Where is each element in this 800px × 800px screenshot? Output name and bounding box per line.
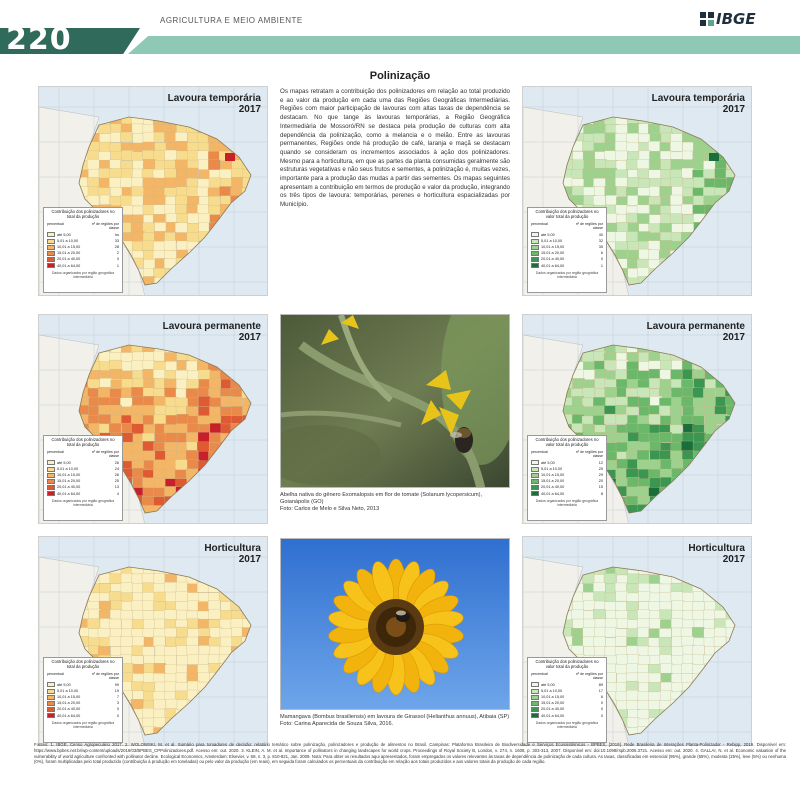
map-title-year: 2017 [238,332,261,343]
legend-class-count: 25 [598,466,603,471]
legend-swatch [531,473,539,478]
legend-class-label: 20,01 a 40,00 [57,485,81,490]
legend-row [531,232,603,238]
legend-class-label: 20,01 a 40,00 [541,707,565,712]
legend-swatch [531,695,539,700]
legend-row [47,232,119,238]
legend-col-percent: percentual [531,449,548,454]
photo-1-credit: Foto: Carlos de Melo e Silva Neto, 2013 [280,506,380,512]
legend-swatch [47,682,55,687]
legend-class-count: 7 [116,694,119,699]
legend-class-label: 10,01 a 15,00 [57,694,81,699]
legend-row [531,478,603,484]
section-label: AGRICULTURA E MEIO AMBIENTE [160,16,303,25]
legend-class-label: 5,01 a 10,00 [541,466,563,471]
legend-swatch [531,479,539,484]
legend-class-count: 0 [116,707,119,712]
legend-class-count: 28 [114,244,119,249]
legend-swatch [531,251,539,256]
legend-swatch [531,467,539,472]
legend-col-count: nº de regiões por classe [91,671,119,681]
legend-note: Dados organizados por região geográfica intermediária [535,498,599,507]
legend-title: Contribuição dos polinizadores no total da produção [51,209,115,219]
legend-col-count: nº de regiões por classe [575,221,603,231]
legend-col-percent: percentual [47,671,64,676]
legend-row [531,682,603,688]
legend-col-percent: percentual [47,221,64,226]
legend-header [47,672,119,681]
legend-row [531,244,603,250]
map-title [652,93,745,115]
legend-class-count: 1 [600,263,603,268]
legend-class-count: 0 [600,707,603,712]
legend-class-count: 24 [114,466,119,471]
legend-swatch [47,479,55,484]
legend-col-count: nº de regiões por classe [91,221,119,231]
legend-class-label: 15,01 a 20,00 [57,479,81,484]
legend-swatch [531,257,539,262]
legend-row [47,263,119,269]
legend-row [47,707,119,713]
legend-row [47,244,119,250]
legend-class-label: até 5,00 [541,460,555,465]
legend-class-label: 40,01 a 64,00 [57,713,81,718]
legend-class-count: 8 [600,491,603,496]
legend-swatch [47,263,55,268]
photo-2-caption [280,714,510,728]
legend-swatch [47,485,55,490]
legend-swatch [531,460,539,465]
legend-swatch [531,263,539,268]
photo-bee-tomato-flower [280,314,510,488]
legend-class-count: 26 [114,460,119,465]
map-legend [43,207,123,293]
legend-header [531,672,603,681]
legend-swatch [47,707,55,712]
legend-class-label: 10,01 a 15,00 [541,472,565,477]
legend-row [47,700,119,706]
legend-row [47,472,119,478]
legend-class-label: 40,01 a 64,00 [541,491,565,496]
map-title [168,93,261,115]
legend-class-label: 5,01 a 10,00 [541,688,563,693]
legend-swatch [531,485,539,490]
legend-class-count: 99 [114,682,119,687]
legend-class-label: 15,01 a 20,00 [541,479,565,484]
legend-row [531,250,603,256]
legend-row [531,472,603,478]
legend-row [47,466,119,472]
legend-title: Contribuição dos polinizadores no valor total da produção [535,659,599,669]
photo-1-caption [280,492,510,513]
legend-row [47,688,119,694]
legend-swatch [47,460,55,465]
legend-swatch [531,232,539,237]
map-title-theme: Horticultura [688,543,745,554]
legend-swatch [47,473,55,478]
page-title: Polinização [369,70,431,82]
legend-class-count: 6 [600,694,603,699]
legend-note: Dados organizados por região geográfica intermediária [51,720,115,729]
legend-row [47,478,119,484]
legend-class-count: 4 [116,491,119,496]
legend-class-count: 0 [600,257,603,262]
legend-row [47,682,119,688]
legend-row [531,257,603,263]
map-title-year: 2017 [238,554,261,565]
legend-row [47,491,119,497]
map-legend [527,207,607,293]
legend-class-count: 33 [114,238,119,243]
legend-class-label: 15,01 a 20,00 [57,251,81,256]
legend-note: Dados organizados por região geográfica intermediária [51,498,115,507]
legend-class-count: 2 [116,251,119,256]
map-title-theme: Lavoura temporária [651,93,745,104]
map-title [163,321,261,343]
page-number: 220 [6,22,72,57]
legend-col-percent: percentual [531,671,548,676]
legend-note: Dados organizados por região geográfica intermediária [535,720,599,729]
legend-swatch [531,491,539,496]
legend-row [531,485,603,491]
legend-class-label: 10,01 a 15,00 [541,244,565,249]
photo-bumblebee-sunflower [280,538,510,710]
sources-footnotes: Fontes: 1. IBGE, Censo Agropecuário 2017. 2. WOLOWSKI, M. et al. Sumário para tomadores de decisão: relatório temático sobre polinização, polinizadores e produção de alimentos no Brasil. Campinas: Plataforma Brasileira de Biodiversidade e Serviços Ecossistêmicos - BPBES, [2019]. Rede Brasileira de Interações Planta-Polinizador - Rebipp, 2019. Disponível em: https://www.bpbes.net.br/wp-content/uploads/2019/03/BPBES_CPPolinizadores.pdf. Acesso em: out. 2020. 3. KLEIN, A. M. et al. Importance of pollinators in changing landscapes for world crops. Proceedings of Royal Society B, London, v. 274, n. 1608, p. 303-313, 2007. Disponível em: doi:10.1098/rspb.2006.3721. Acesso em: out. 2020. 4. GALLAI, N. et al. Economic valuation of the vulnerability of world agriculture confronted with pollinator decline. Ecological Economics, Amsterdam: Elsevier, v. 68, n. 3, p. 810-821, Jan. 2009. Nota: Para obter os resultados aqui apresentados, foram empregados os valores relevantes às taxas de dependência de polinização de cada cultura. As taxas, classificadas em essencial (95%), grande (65%), modesta (25%), leve (5%) ou nenhuma (0%), foram multiplicadas pelo total produzido (contribuição à produção em toneladas) ou pelo valor da produção (em reais), em seguida foram calculados os percentuais da contribuição em relação aos totais produzidos e aos valores totais da produção de cada região. [34,742,786,765]
legend-class-label: 20,01 a 40,00 [541,485,565,490]
legend-class-label: 10,01 a 15,00 [57,472,81,477]
map-title-theme: Lavoura permanente [162,321,261,332]
legend-title: Contribuição dos polinizadores no total da produção [51,437,115,447]
legend-class-label: 10,01 a 15,00 [541,694,565,699]
legend-row [531,700,603,706]
legend-row [531,713,603,719]
map-legend [527,435,607,521]
legend-class-label: 15,01 a 20,00 [541,701,565,706]
legend-swatch [531,713,539,718]
legend-header [47,222,119,231]
map-legend [43,435,123,521]
map-title-year: 2017 [238,104,261,115]
ibge-logo-icon [700,12,714,26]
legend-class-label: 15,01 a 20,00 [57,701,81,706]
map-title-year: 2017 [722,104,745,115]
legend-class-count: 13 [114,485,119,490]
legend-class-label: até 5,00 [541,232,555,237]
legend-row [531,491,603,497]
map-title-year: 2017 [722,332,745,343]
legend-swatch [47,701,55,706]
legend-row [531,688,603,694]
legend-class-label: 15,01 a 20,00 [541,251,565,256]
legend-class-label: 5,01 a 10,00 [57,466,79,471]
legend-class-label: 20,01 a 40,00 [541,257,565,262]
legend-class-count: 29 [598,472,603,477]
legend-class-label: 10,01 a 15,00 [57,244,81,249]
legend-class-count: 3 [116,701,119,706]
legend-swatch [47,232,55,237]
legend-class-count: 15 [598,485,603,490]
legend-class-label: 20,01 a 40,00 [57,707,81,712]
legend-swatch [531,245,539,250]
legend-class-label: até 5,00 [57,232,71,237]
legend-row [531,238,603,244]
legend-title: Contribuição dos polinizadores no total da produção [51,659,115,669]
ibge-logo-text: IBGE [716,10,756,28]
legend-row [531,466,603,472]
legend-row [531,707,603,713]
legend-swatch [47,713,55,718]
legend-swatch [531,701,539,706]
map-title [647,321,745,343]
map-lavoura-temporaria-producao [38,86,268,296]
map-lavoura-temporaria-valor [522,86,752,296]
legend-swatch [47,695,55,700]
legend-row [47,694,119,700]
legend-class-count: 1 [116,263,119,268]
legend-class-count: 17 [598,688,603,693]
legend-swatch [47,467,55,472]
map-horticultura-valor [522,536,752,746]
legend-class-count: 26 [114,472,119,477]
legend-class-count: 6 [600,251,603,256]
legend-header [531,450,603,459]
legend-class-count: 20 [598,479,603,484]
map-title [688,543,745,565]
legend-row [531,694,603,700]
photo-2-caption-text: Mamangava (Bombus brasiliensis) em lavoura de Girassol (Helianthus annuus), Atibaia (SP) [280,714,510,720]
legend-class-label: 5,01 a 10,00 [57,688,79,693]
map-title [204,543,261,565]
legend-class-count: 25 [114,479,119,484]
legend-swatch [531,707,539,712]
legend-class-label: até 5,00 [57,460,71,465]
ibge-logo [700,10,772,28]
legend-class-label: 40,01 a 64,00 [57,491,81,496]
legend-class-count: 0 [116,713,119,718]
map-legend [527,657,607,743]
map-title-theme: Horticultura [204,543,261,554]
map-legend [43,657,123,743]
legend-col-count: nº de regiões por classe [575,449,603,459]
legend-header [47,450,119,459]
legend-swatch [47,491,55,496]
legend-note: Dados organizados por região geográfica intermediária [51,270,115,279]
legend-col-percent: percentual [531,221,548,226]
legend-class-count: hs [114,232,119,237]
legend-row [531,263,603,269]
legend-class-count: 35 [598,244,603,249]
photo-1-caption-text: Abelha nativa do gênero Exomalopsis em flor de tomate (Solanum lycopersicum), Goianápolis (GO) [280,492,483,505]
map-title-year: 2017 [722,554,745,565]
map-title-theme: Lavoura permanente [646,321,745,332]
legend-row [47,257,119,263]
intro-paragraph: Os mapas retratam a contribuição dos polinizadores em relação ao total produzido e ao valor da produção em cada uma das Regiões Geográficas Intermediárias. Regiões com maior participação de lavouras com altas taxas de dependência se destacam. No que tange às lavouras temporárias, a Região Geográfica Intermediária de Mossoró/RN se destaca pela produção de culturas com alta dependência da polinização, como a melancia e o melão. Entre as lavouras permanentes, Regiões onde há produção de café, laranja e maçã se destacam quando se consideram os incrementos associados à ação dos polinizadores. Mesmo para a horticultura, em que as partes da planta consumidas geralmente são estruturas vegetativas e não seus frutos e sementes, a polinização é, muitas vezes, importante para a produção das mudas a partir das sementes. Os mapas seguintes apresentam a contribuição em termos de produção e valor da produção, integrando os três tipos de lavoura: temporárias, perenes e horticultura espacializadas por Município. [280,88,510,209]
legend-col-count: nº de regiões por classe [91,449,119,459]
legend-class-label: 40,01 a 64,00 [541,263,565,268]
map-title-theme: Lavoura temporária [167,93,261,104]
legend-class-count: 0 [600,713,603,718]
legend-class-label: 20,01 a 40,00 [57,257,81,262]
photo-2-credit: Foto: Carina Aparecida de Souza Silva, 2016. [280,721,394,727]
legend-class-label: 5,01 a 10,00 [57,238,79,243]
legend-swatch [531,682,539,687]
legend-note: Dados organizados por região geográfica intermediária [535,270,599,279]
legend-class-count: 40 [598,232,603,237]
legend-class-label: 40,01 a 64,00 [541,713,565,718]
legend-swatch [47,689,55,694]
legend-col-count: nº de regiões por classe [575,671,603,681]
legend-class-count: 12 [598,460,603,465]
legend-class-label: até 5,00 [541,682,555,687]
legend-swatch [47,245,55,250]
legend-class-count: 19 [114,688,119,693]
legend-title: Contribuição dos polinizadores no valor total da produção [535,209,599,219]
legend-row [47,238,119,244]
legend-row [47,460,119,466]
legend-row [531,460,603,466]
legend-class-count: 89 [598,682,603,687]
legend-title: Contribuição dos polinizadores no valor total da produção [535,437,599,447]
legend-swatch [47,257,55,262]
legend-class-count: 0 [600,701,603,706]
legend-class-label: 5,01 a 10,00 [541,238,563,243]
map-horticultura-producao [38,536,268,746]
legend-col-percent: percentual [47,449,64,454]
legend-header [531,222,603,231]
legend-class-count: 0 [116,257,119,262]
legend-swatch [531,239,539,244]
legend-swatch [47,239,55,244]
legend-row [47,250,119,256]
map-lavoura-permanente-valor [522,314,752,524]
legend-swatch [47,251,55,256]
map-lavoura-permanente-producao [38,314,268,524]
legend-class-count: 32 [598,238,603,243]
legend-swatch [531,689,539,694]
legend-class-label: 40,01 a 64,00 [57,263,81,268]
legend-class-label: até 5,00 [57,682,71,687]
legend-row [47,713,119,719]
legend-row [47,485,119,491]
header-bar [0,28,800,54]
